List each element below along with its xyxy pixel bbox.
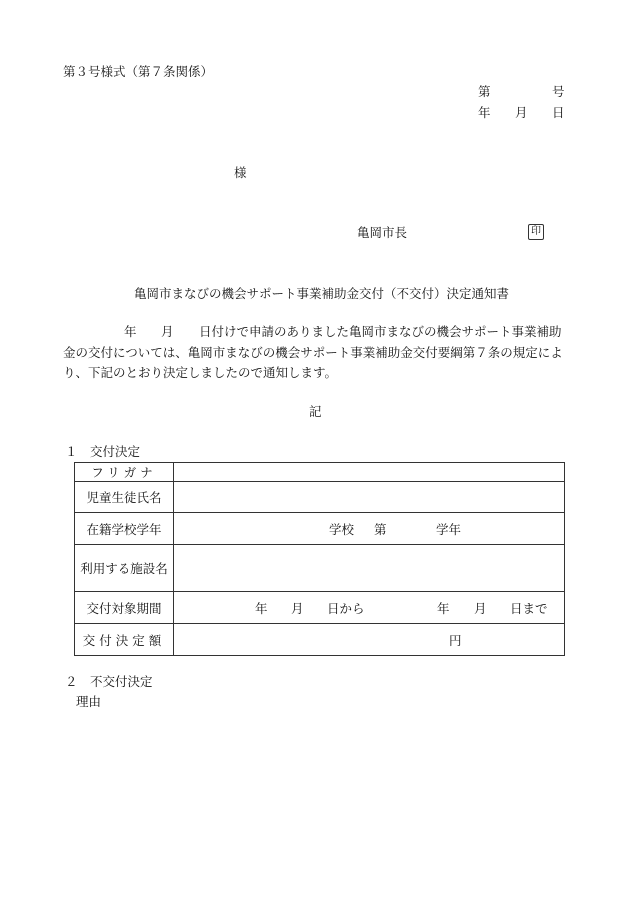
school-word: 学校 (329, 521, 355, 537)
date-day: 日 (552, 105, 565, 120)
table-row-facility (75, 545, 565, 592)
reason-label: 理由 (76, 694, 102, 709)
furigana-field[interactable] (174, 463, 565, 482)
grade-word: 学年 (436, 521, 462, 537)
period-month-from: 月 (291, 600, 304, 616)
number-suffix: 号 (552, 84, 565, 99)
amount-label: 交付決定額 (82, 632, 166, 648)
amount-field[interactable] (174, 624, 565, 656)
student-name-field[interactable] (174, 482, 565, 513)
table-row-amount (75, 624, 565, 656)
period-field[interactable] (174, 592, 565, 624)
body-date-month: 月 (161, 324, 174, 339)
school-grade-field[interactable] (174, 513, 565, 545)
date-year: 年 (478, 105, 491, 120)
body-text: 日付けで申請のありました亀岡市まなびの機会サポート事業補助金の交付については、亀岡市まなびの機会サポート事業補助金交付要綱第７条の規定により、下記のとおり決定しましたので通知します。 (63, 324, 563, 380)
issuer-title: 亀岡市長 (357, 225, 408, 240)
table-row-period (75, 592, 565, 624)
furigana-label: フリガナ (91, 465, 157, 480)
grant-decision-table (74, 462, 565, 656)
seal-mark: 印 (528, 224, 544, 240)
student-name-label: 児童生徒氏名 (86, 490, 162, 505)
facility-label: 利用する施設名 (80, 561, 168, 576)
document-title: 亀岡市まなびの機会サポート事業補助金交付（不交付）決定通知書 (134, 286, 510, 301)
section2-heading: ２ 不交付決定 (65, 674, 153, 689)
body-date-year: 年 (124, 324, 137, 339)
period-from-text: 日から (327, 600, 365, 616)
form-number: 第３号様式（第７条関係） (63, 64, 214, 79)
period-to-text: 日まで (510, 600, 548, 616)
date-month: 月 (515, 105, 528, 120)
period-month-to: 月 (474, 600, 487, 616)
period-label: 交付対象期間 (86, 600, 162, 616)
number-prefix: 第 (478, 84, 491, 99)
table-row-school (75, 513, 565, 545)
period-year-from: 年 (255, 600, 268, 616)
ki-mark: 記 (309, 404, 322, 419)
table-row-name (75, 482, 565, 513)
facility-field[interactable] (174, 545, 565, 592)
dai-word: 第 (374, 521, 387, 537)
yen-unit: 円 (449, 632, 462, 648)
section1-heading: １ 交付決定 (65, 444, 141, 459)
table-row-furigana (75, 463, 565, 482)
addressee-suffix: 様 (234, 165, 247, 180)
school-grade-label: 在籍学校学年 (86, 521, 162, 537)
period-year-to: 年 (437, 600, 450, 616)
